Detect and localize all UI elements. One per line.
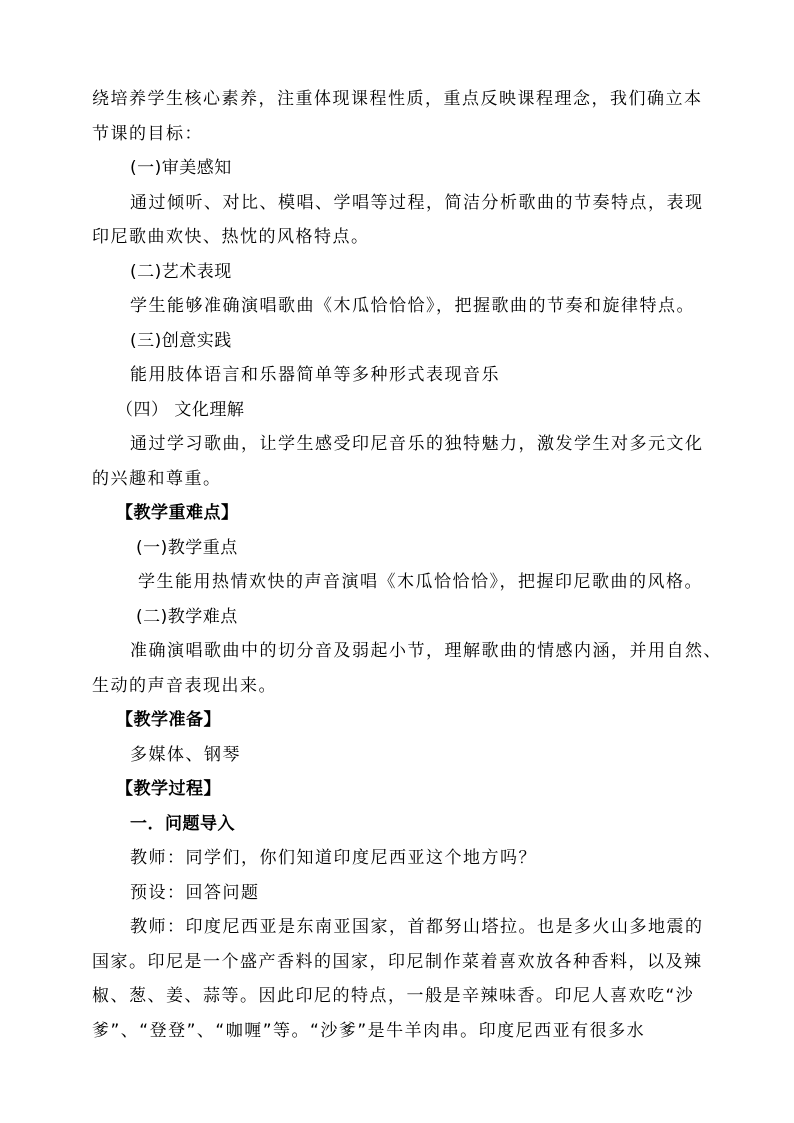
paragraph-line: 准确演唱歌曲中的切分音及弱起小节，理解歌曲的情感内涵，并用自然、 [130, 641, 722, 661]
section-heading: (一)审美感知 [130, 158, 232, 178]
paragraph-line: 生动的声音表现出来。 [92, 675, 277, 696]
step-heading: 一．问题导入 [130, 813, 235, 834]
chapter-heading: 【教学重难点】 [116, 503, 239, 523]
paragraph-line: 国家。印尼是一个盛产香料的国家，印尼制作菜着喜欢放各种香料，以及辣 [92, 951, 703, 972]
document-body [92, 82, 722, 1048]
chapter-heading: 【教学过程】 [116, 779, 221, 799]
section-heading: (二)艺术表现 [130, 261, 232, 282]
paragraph-line: 教师：印度尼西亚是东南亚国家，首都努山塔拉。也是多火山多地震的 [130, 917, 704, 937]
paragraph-line: 节课的目标： [92, 123, 203, 144]
section-heading: （四） 文化理解 [116, 399, 245, 420]
paragraph-line: 绕培养学生核心素养，注重体现课程性质，重点反映课程理念，我们确立本 [92, 89, 703, 109]
paragraph-line: 椒、葱、姜、蒜等。因此印尼的特点，一般是辛辣味香。印尼人喜欢吃“沙 [92, 986, 695, 1006]
section-heading: (二)教学难点 [136, 606, 238, 627]
paragraph-line: 爹”、“登登”、“咖喱”等。“沙爹”是牛羊肉串。印度尼西亚有很多水 [92, 1020, 646, 1041]
paragraph-line: 能用肢体语言和乐器简单等多种形式表现音乐 [130, 365, 500, 385]
section-heading: (一)教学重点 [136, 537, 238, 558]
paragraph-line: 教师：同学们，你们知道印度尼西亚这个地方吗？ [130, 848, 537, 868]
chapter-heading: 【教学准备】 [116, 710, 221, 730]
paragraph-line: 的兴趣和尊重。 [92, 468, 222, 489]
paragraph-line: 学生能够准确演唱歌曲《木瓜恰恰恰》，把握歌曲的节奏和旋律特点。 [130, 296, 695, 316]
paragraph-line: 预设：回答问题 [130, 882, 260, 903]
section-heading: (三)创意实践 [130, 330, 232, 351]
paragraph-line: 学生能用热情欢快的声音演唱《木瓜恰恰恰》，把握印尼歌曲的风格。 [138, 572, 703, 592]
paragraph-line: 印尼歌曲欢快、热忱的风格特点。 [92, 227, 370, 247]
paragraph-line: 多媒体、钢琴 [130, 744, 241, 765]
paragraph-line: 通过学习歌曲，让学生感受印尼音乐的独特魅力，激发学生对多元文化 [130, 434, 704, 454]
paragraph-line: 通过倾听、对比、模唱、学唱等过程，简洁分析歌曲的节奏特点，表现 [130, 192, 704, 213]
